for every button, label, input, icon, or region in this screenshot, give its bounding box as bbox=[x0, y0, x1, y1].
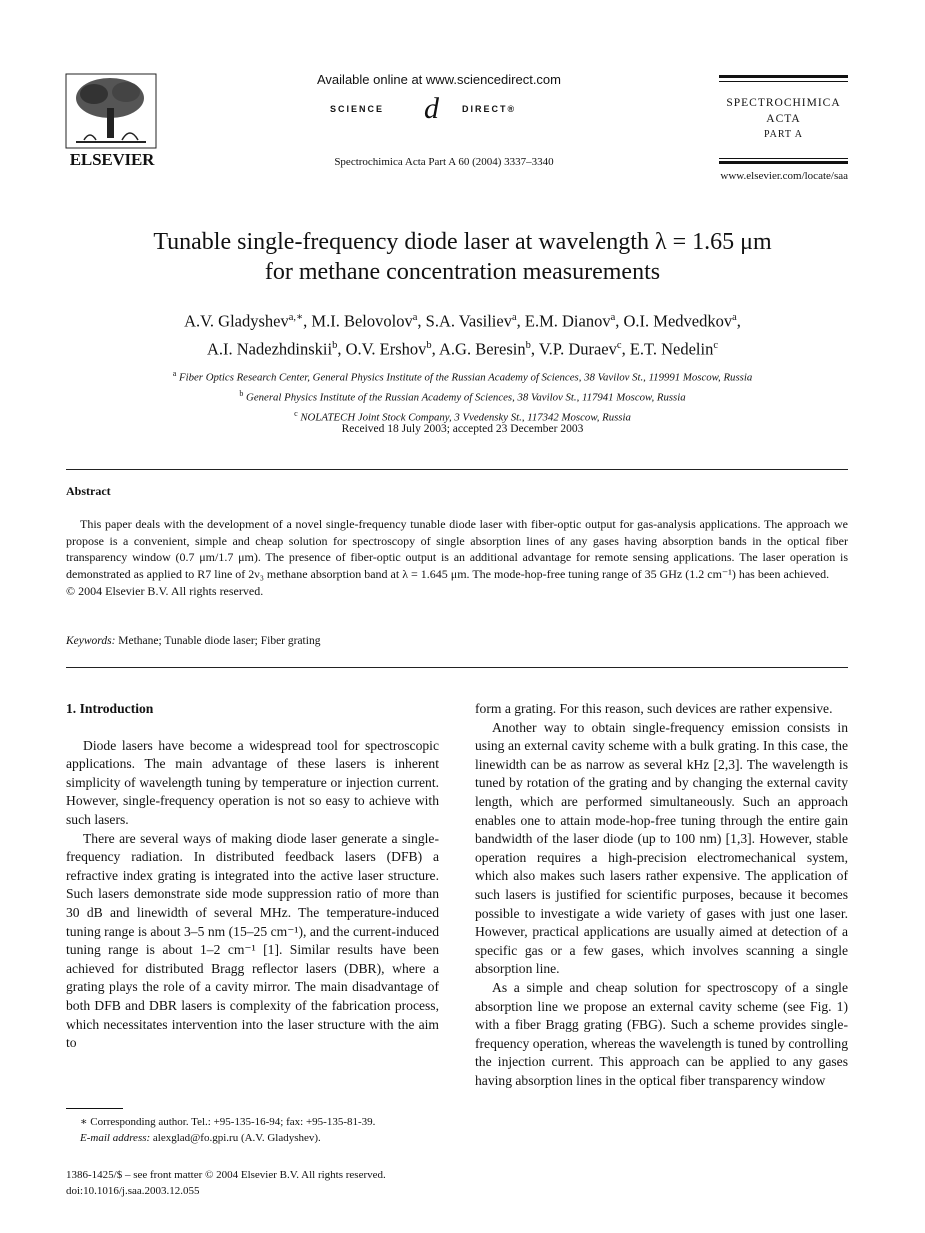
footnotes bbox=[66, 1115, 439, 1146]
affiliation-line bbox=[60, 386, 865, 406]
affiliation-text: NOLATECH Joint Stock Company, 3 Vvedensky St., 117342 Moscow, Russia bbox=[300, 411, 631, 424]
author-separator: , bbox=[530, 339, 539, 358]
body-paragraph: Another way to obtain single-frequency emission consists in using an external cavity scheme with a bulk grating. In this case, the linewidth can be as narrow as several kHz [2,3]. The wavelength is tuned by rotation of the grating and by changing the external cavity length, which are performed simultaneously. Such an approach enables one to attain mode-hop-free tuning through the entire gain bandwidth of the laser diode (up to 100 nm) [1,3]. However, stable operation requires a high-precision electromechanical system, which also makes such lasers rather expensive. The application of such lasers is justified for scientific purposes, because it becomes possible to investigate a wide variety of gases with just one laser. However, practical applications are usually aimed at detection of a specific gas or a few gases, which involves scanning a single absorption line. bbox=[475, 719, 848, 977]
author-name: V.P. Duraev bbox=[538, 339, 617, 358]
sciencedirect-logo bbox=[330, 92, 550, 128]
author-name: E.T. Nedelin bbox=[629, 339, 714, 358]
author-name: A.V. Gladyshev bbox=[184, 311, 289, 331]
doi-line[interactable]: doi:10.1016/j.saa.2003.12.055 bbox=[66, 1184, 200, 1197]
affiliation-mark: b bbox=[239, 389, 244, 399]
keywords-label: Keywords: bbox=[66, 635, 116, 647]
affiliation-text: Fiber Optics Research Center, General Physics Institute of the Russian Academy of Sciences, 38 Vavilov St., 119991 Moscow, Russia bbox=[179, 371, 753, 384]
journal-box-rule bbox=[719, 158, 848, 159]
journal-url[interactable]: www.elsevier.com/locate/saa bbox=[720, 170, 848, 182]
abstract-heading: Abstract bbox=[66, 484, 111, 498]
author-name: O.I. Medvedkov bbox=[623, 311, 733, 331]
email-label: E-mail address: bbox=[80, 1131, 151, 1144]
affiliation-mark: a bbox=[172, 369, 177, 378]
email-note bbox=[66, 1131, 439, 1147]
left-column bbox=[66, 700, 439, 1053]
author-affiliation-mark: b bbox=[426, 339, 432, 351]
author-affiliation-mark: c bbox=[713, 339, 719, 351]
author-affiliation-mark: a bbox=[511, 312, 517, 323]
author-separator: , bbox=[337, 339, 346, 358]
sciencedirect-d-glyph: d bbox=[424, 92, 439, 125]
front-matter-line: 1386-1425/$ – see front matter © 2004 Elsevier B.V. All rights reserved. bbox=[66, 1169, 386, 1181]
affiliation-text: General Physics Institute of the Russian Academy of Sciences, 38 Vavilov St., 117941 Moscow, Russia bbox=[246, 391, 686, 404]
author-affiliation-mark: a bbox=[732, 312, 737, 323]
author-separator: , bbox=[621, 339, 630, 358]
abstract-copyright: © 2004 Elsevier B.V. All rights reserved. bbox=[66, 583, 264, 598]
section-heading: 1. Introduction bbox=[66, 701, 154, 716]
received-dates: Received 18 July 2003; accepted 23 December 2003 bbox=[341, 423, 584, 435]
author-name: M.I. Belovolov bbox=[311, 311, 413, 331]
author-separator: , bbox=[615, 311, 624, 331]
keywords bbox=[66, 635, 848, 647]
body-paragraph: As a simple and cheap solution for spectroscopy of a single absorption line we propose an external cavity scheme (see Fig. 1) with a fiber Bragg grating (FBG). Such a scheme provides single-frequency operation, whereas the wavelength is tuned by controlling the injection current. This approach can be applied to any gases having absorption lines in the optical fiber transparency window bbox=[475, 979, 848, 1088]
corresponding-author-note: ∗ Corresponding author. Tel.: +95-135-16-94; fax: +95-135-81-39. bbox=[80, 1116, 376, 1128]
journal-box-rule bbox=[719, 161, 848, 164]
author-name: A.G. Beresin bbox=[439, 339, 526, 358]
body-paragraph: There are several ways of making diode laser generate a single-frequency radiation. In distributed feedback lasers (DFB) a refractive index grating is integrated into the active laser structure. Such lasers demonstrate side mode suppression ratio of more than 30 dB and linewidth of several MHz. The temperature-induced tuning range is about 3–5 nm (15–25 cm⁻¹), and the current-induced tuning range is about 1–2 cm⁻¹ [1]. Similar results have been achieved for distributed Bragg reflector lasers (DBR), where a grating plays the role of a cavity mirror. The main disadvantage of both DFB and DBR lasers is complexity of the fabrication process, which necessitates intervention into the laser structure with the aim to bbox=[66, 830, 439, 1051]
author-separator: , bbox=[736, 311, 741, 331]
author-name: O.V. Ershov bbox=[345, 339, 427, 358]
title-line: Tunable single-frequency diode laser at wavelength λ = 1.65 μm bbox=[153, 229, 772, 255]
author-affiliation-mark: c bbox=[616, 339, 622, 351]
publisher-name: ELSEVIER bbox=[69, 150, 155, 169]
author-separator: , bbox=[516, 311, 525, 331]
author-line bbox=[60, 306, 865, 334]
abstract-body bbox=[66, 516, 848, 600]
affiliation-line bbox=[60, 366, 865, 386]
author-affiliation-mark: a,∗ bbox=[288, 312, 304, 323]
journal-name-line: ACTA bbox=[766, 113, 801, 125]
email-address[interactable]: alexglad@fo.gpi.ru (A.V. Gladyshev). bbox=[150, 1131, 321, 1144]
body-paragraph: Diode lasers have become a widespread tool for spectroscopic applications. The main advantage of these lasers is inherent simplicity of wavelength tuning by temperature or injection current. However, single-frequency operation is not so easy to achieve with such lasers. bbox=[66, 737, 439, 827]
sciencedirect-right-text: DIRECT® bbox=[462, 104, 517, 114]
author-affiliation-mark: b bbox=[332, 339, 338, 351]
abstract-bottom-rule bbox=[66, 667, 848, 668]
author-name: E.M. Dianov bbox=[524, 311, 611, 331]
journal-reference: Spectrochimica Acta Part A 60 (2004) 3337–3340 bbox=[334, 156, 554, 168]
journal-box-rule bbox=[719, 75, 848, 78]
journal-name bbox=[719, 95, 848, 143]
article-title bbox=[60, 227, 865, 287]
right-column bbox=[475, 700, 848, 1090]
footnote-rule bbox=[66, 1108, 123, 1109]
abstract-paragraph: This paper deals with the development of a novel single-frequency tunable diode laser with fiber-optic output for gas-analysis applications. The approach we propose is a convenient, simple and cheap solution for spectroscopy of single absorption lines of any gases having absorption bands in the optical fiber transparency window (0.7 μm/1.7 μm). The presence of fiber-optic output is an additional advantage for remote sensing applications. The laser operation is demonstrated as applied to R7 line of 2ν₃ methane absorption band at λ = 1.645 μm. The mode-hop-free tuning range of 35 GHz (1.2 cm⁻¹) has been achieved. bbox=[66, 517, 848, 582]
title-line: for methane concentration measurements bbox=[264, 259, 661, 285]
author-list bbox=[60, 306, 865, 361]
keywords-list: Methane; Tunable diode laser; Fiber grating bbox=[115, 635, 321, 647]
author-separator: , bbox=[417, 311, 426, 331]
body-paragraph: form a grating. For this reason, such devices are rather expensive. bbox=[475, 701, 833, 716]
journal-name-line: SPECTROCHIMICA bbox=[726, 97, 841, 109]
author-separator: , bbox=[431, 339, 439, 358]
author-name: A.I. Nadezhdinskii bbox=[206, 339, 333, 358]
available-online-text: Available online at www.sciencedirect.com bbox=[317, 72, 561, 87]
abstract-top-rule bbox=[66, 469, 848, 470]
author-affiliation-mark: b bbox=[525, 339, 531, 351]
author-name: S.A. Vasiliev bbox=[425, 311, 512, 331]
affiliation-mark: c bbox=[294, 409, 298, 419]
author-affiliation-mark: a bbox=[412, 312, 418, 323]
journal-name-line: PART A bbox=[763, 129, 804, 140]
author-separator: , bbox=[303, 311, 312, 331]
sciencedirect-left-text: SCIENCE bbox=[330, 104, 385, 114]
author-affiliation-mark: a bbox=[610, 312, 616, 323]
author-line bbox=[60, 334, 865, 362]
front-matter bbox=[66, 1168, 446, 1199]
affiliations bbox=[60, 366, 865, 426]
journal-box-rule bbox=[719, 81, 848, 82]
